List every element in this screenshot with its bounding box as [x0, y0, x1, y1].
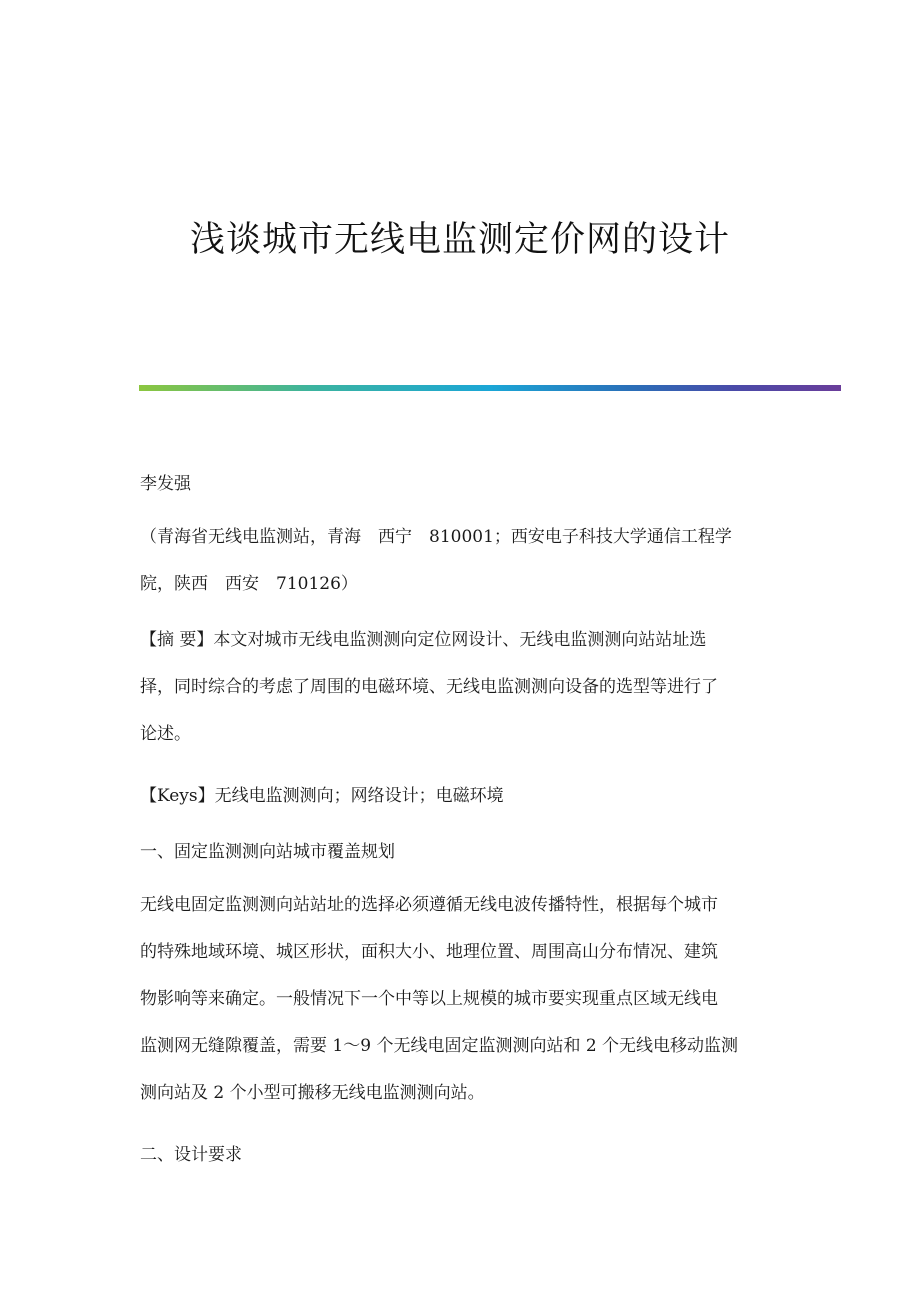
abstract-line: 【摘 要】本文对城市无线电监测测向定位网设计、无线电监测测向站站址选 — [140, 630, 707, 650]
abstract — [140, 617, 785, 758]
section-heading-1: 一、固定监测测向站城市覆盖规划 — [140, 842, 395, 862]
document-title: 浅谈城市无线电监测定价网的设计 — [189, 220, 730, 260]
author-name: 李发强 — [140, 474, 191, 494]
section-1-body — [140, 882, 785, 1117]
paragraph-line: 的特殊地域环境、城区形状，面积大小、地理位置、周围高山分布情况、建筑 — [140, 942, 718, 962]
affiliation — [140, 514, 785, 608]
title-divider — [139, 385, 841, 391]
abstract-line: 择，同时综合的考虑了周围的电磁环境、无线电监测测向设备的选型等进行了 — [140, 677, 718, 697]
paragraph-line: 无线电固定监测测向站站址的选择必须遵循无线电波传播特性，根据每个城市 — [140, 895, 718, 915]
affiliation-line: （青海省无线电监测站，青海 西宁 810001；西安电子科技大学通信工程学 — [140, 527, 732, 547]
keywords: 【Keys】无线电监测测向；网络设计；电磁环境 — [140, 786, 504, 806]
affiliation-line: 院，陕西 西安 710126） — [140, 574, 358, 594]
paragraph-line: 测向站及 2 个小型可搬移无线电监测测向站。 — [140, 1083, 485, 1103]
paragraph-line: 监测网无缝隙覆盖，需要 1～9 个无线电固定监测测向站和 2 个无线电移动监测 — [140, 1036, 739, 1056]
abstract-line: 论述。 — [140, 724, 191, 744]
paragraph-line: 物影响等来确定。一般情况下一个中等以上规模的城市要实现重点区域无线电 — [140, 989, 718, 1009]
section-heading-2: 二、设计要求 — [140, 1145, 242, 1165]
